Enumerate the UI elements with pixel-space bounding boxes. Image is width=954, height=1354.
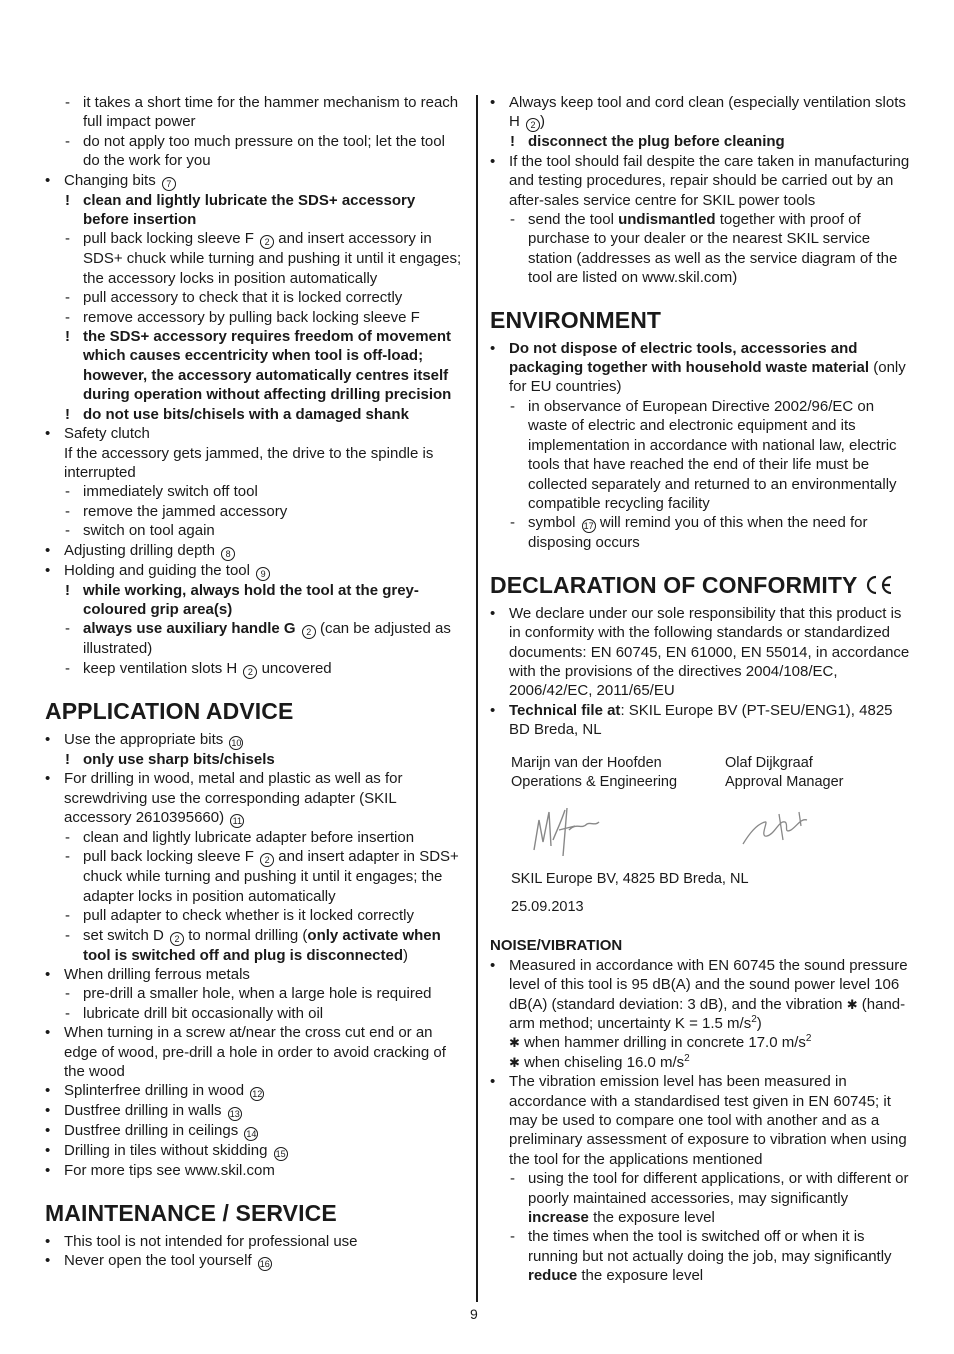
paragraph: If the accessory gets jammed, the drive to the spindle is interrupted xyxy=(64,444,434,481)
figure-ref: 2 xyxy=(260,853,274,867)
list-item: - symbol 17 will remind you of this when the need for disposing occurs xyxy=(490,513,912,552)
list-item: - remove accessory by pulling back locking sleeve F xyxy=(45,308,465,327)
section-heading: DECLARATION OF CONFORMITY xyxy=(490,571,912,599)
figure-ref: 2 xyxy=(170,932,184,946)
figure-ref: 2 xyxy=(243,665,257,679)
section-heading: ENVIRONMENT xyxy=(490,306,662,333)
warning-note: ! the SDS+ accessory requires freedom of movement which causes eccentricity when tool is off-load; however, the accessory automatically centres itself during operation without affecting drilling precision xyxy=(45,327,465,405)
left-column xyxy=(45,93,465,1271)
list-item: • Holding and guiding the tool 9 xyxy=(45,561,465,581)
section-heading: MAINTENANCE / SERVICE xyxy=(45,1199,337,1226)
figure-ref: 2 xyxy=(302,625,316,639)
list-item: • If the tool should fail despite the care taken in manufacturing and testing procedures, repair should be carried out by an after-sales service centre for SKIL power tools xyxy=(490,152,912,210)
signature-block xyxy=(511,754,912,904)
list-item: • We declare under our sole responsibility that this product is in conformity with the following standards or standardized documents: EN 60745, EN 61000, EN 55014, in accordance with the provisions of the directives 2004/108/EC, 2006/42/EC, 2011/65/EU xyxy=(490,604,912,701)
list-item: • For drilling in wood, metal and plastic as well as for screwdriving use the corresponding adapter (SKIL accessory 2610395660) 11 xyxy=(45,769,465,828)
ce-mark-icon xyxy=(864,575,894,595)
list-item: - pull accessory to check that it is locked correctly xyxy=(45,288,465,307)
signature-image xyxy=(529,800,609,862)
signatory-name: Olaf Dijkgraaf xyxy=(725,754,813,771)
list-item: - clean and lightly lubricate adapter before insertion xyxy=(45,828,465,847)
figure-ref: 11 xyxy=(230,814,244,828)
right-column xyxy=(490,93,912,1286)
list-item: • For more tips see www.skil.com xyxy=(45,1161,465,1180)
warning-note: ! clean and lightly lubricate the SDS+ accessory before insertion xyxy=(45,191,465,230)
list-item: - set switch D 2 to normal drilling (only activate when tool is switched off and plug is disconnected) xyxy=(45,926,465,965)
figure-ref: 13 xyxy=(229,1109,240,1120)
list-item: - immediately switch off tool xyxy=(45,482,465,501)
figure-ref: 2 xyxy=(260,235,274,249)
list-item: - do not apply too much pressure on the tool; let the tool do the work for you xyxy=(45,132,465,171)
warning-note: ! disconnect the plug before cleaning xyxy=(490,132,912,151)
figure-ref: 2 xyxy=(526,118,540,132)
list-item: - lubricate drill bit occasionally with oil xyxy=(45,1004,465,1023)
list-item: - pull back locking sleeve F 2 and insert accessory in SDS+ chuck while turning and pushing it until it engages; the accessory locks in position automatically xyxy=(45,229,465,288)
list-item: - in observance of European Directive 2002/96/EC on waste of electric and electronic equipment and its implementation in accordance with national law, electric tools that have reached the end of their life must be collected separately and returned to an environmentally compatible recycling facility xyxy=(490,397,912,513)
list-item: - always use auxiliary handle G 2 (can be adjusted as illustrated) xyxy=(45,619,465,658)
figure-ref: 14 xyxy=(246,1129,257,1140)
list-item: - pull adapter to check whether is it locked correctly xyxy=(45,906,465,925)
list-item: • Use the appropriate bits 10 xyxy=(45,730,465,750)
list-item: • Measured in accordance with EN 60745 the sound pressure level of this tool is 95 dB(A) and the sound power level 106 dB(A) (standard deviation: 3 dB), and the vibration ✱ (hand-arm method; uncertainty K = 1.5 $m/s^2$) ✱ when hammer drilling in concrete 17.0 $m/s^2$ ✱ when chiseling 16.0 $m/s^2$ xyxy=(490,956,912,1072)
list-item: - send the tool undismantled together with proof of purchase to your dealer or the nearest SKIL service station (addresses as well as the service diagram of the tool are listed on www.skil.com) xyxy=(490,210,912,288)
list-item: - it takes a short time for the hammer mechanism to reach full impact power xyxy=(45,93,465,132)
list-item: • Do not dispose of electric tools, accessories and packaging together with household waste material (only for EU countries) xyxy=(490,339,912,397)
list-item: - pull back locking sleeve F 2 and insert adapter in SDS+ chuck while turning and pushing it until it engages; the adapter locks in position automatically xyxy=(45,847,465,906)
list-item: - switch on tool again xyxy=(45,521,465,540)
list-item: • Dustfree drilling in ceilings 14 xyxy=(45,1121,465,1141)
warning-note: ! while working, always hold the tool at the grey-coloured grip area(s) xyxy=(45,581,465,620)
list-item: • Adjusting drilling depth 8 xyxy=(45,541,465,561)
list-item: - the times when the tool is switched off or when it is running but not actually doing the job, may significantly reduce the exposure level xyxy=(490,1227,912,1285)
page-number: 9 xyxy=(470,1306,478,1322)
list-item: • Splinterfree drilling in wood 12 xyxy=(45,1081,465,1101)
figure-ref: 8 xyxy=(221,547,235,561)
list-item: • Drilling in tiles without skidding 15 xyxy=(45,1141,465,1161)
subsection-heading: NOISE/VIBRATION xyxy=(490,937,623,955)
signatory-title: Operations & Engineering xyxy=(511,773,678,790)
list-item: - remove the jammed accessory xyxy=(45,502,465,521)
figure-ref: 9 xyxy=(256,567,270,581)
signatory-name: Marijn van der Hoofden xyxy=(511,754,662,771)
figure-ref: 12 xyxy=(252,1089,263,1100)
figure-ref: 10 xyxy=(231,737,242,748)
warning-note: ! only use sharp bits/chisels xyxy=(45,750,465,769)
figure-ref: 7 xyxy=(162,177,176,191)
list-item: • This tool is not intended for professional use xyxy=(45,1232,465,1251)
list-item: • Dustfree drilling in walls 13 xyxy=(45,1101,465,1121)
company-address: SKIL Europe BV, 4825 BD Breda, NL xyxy=(511,870,749,887)
figure-ref: 15 xyxy=(275,1149,286,1160)
list-item: • Changing bits 7 xyxy=(45,171,465,191)
signatory-title: Approval Manager xyxy=(725,773,844,790)
list-item: • The vibration emission level has been measured in accordance with a standardised test given in EN 60745; it may be used to compare one tool with another and as a preliminary assessment of exposure to vibration when using the tool for the applications mentioned xyxy=(490,1072,912,1169)
list-item: • Technical file at: SKIL Europe BV (PT-SEU/ENG1), 4825 BD Breda, NL xyxy=(490,701,912,740)
list-item: - using the tool for different applications, or with different or poorly maintained accessories, may significantly increase the exposure level xyxy=(490,1169,912,1227)
list-item: • Never open the tool yourself 16 xyxy=(45,1251,465,1271)
signature-image xyxy=(739,804,819,854)
figure-ref: 17 xyxy=(583,521,594,532)
warning-note: ! do not use bits/chisels with a damaged shank xyxy=(45,405,465,424)
section-heading: APPLICATION ADVICE xyxy=(45,697,294,724)
declaration-date: 25.09.2013 xyxy=(511,898,584,915)
list-item: • Safety clutch xyxy=(45,424,465,443)
list-item: • Always keep tool and cord clean (especially ventilation slots H 2 ) xyxy=(490,93,912,132)
figure-ref: 16 xyxy=(259,1259,270,1270)
list-item: • When turning in a screw at/near the cross cut end or an edge of wood, pre-drill a hole in order to avoid cracking of the wood xyxy=(45,1023,465,1081)
list-item: - keep ventilation slots H 2 uncovered xyxy=(45,659,465,679)
list-item: - pre-drill a smaller hole, when a large hole is required xyxy=(45,984,465,1003)
list-item: • When drilling ferrous metals xyxy=(45,965,465,984)
column-divider xyxy=(476,95,478,1302)
